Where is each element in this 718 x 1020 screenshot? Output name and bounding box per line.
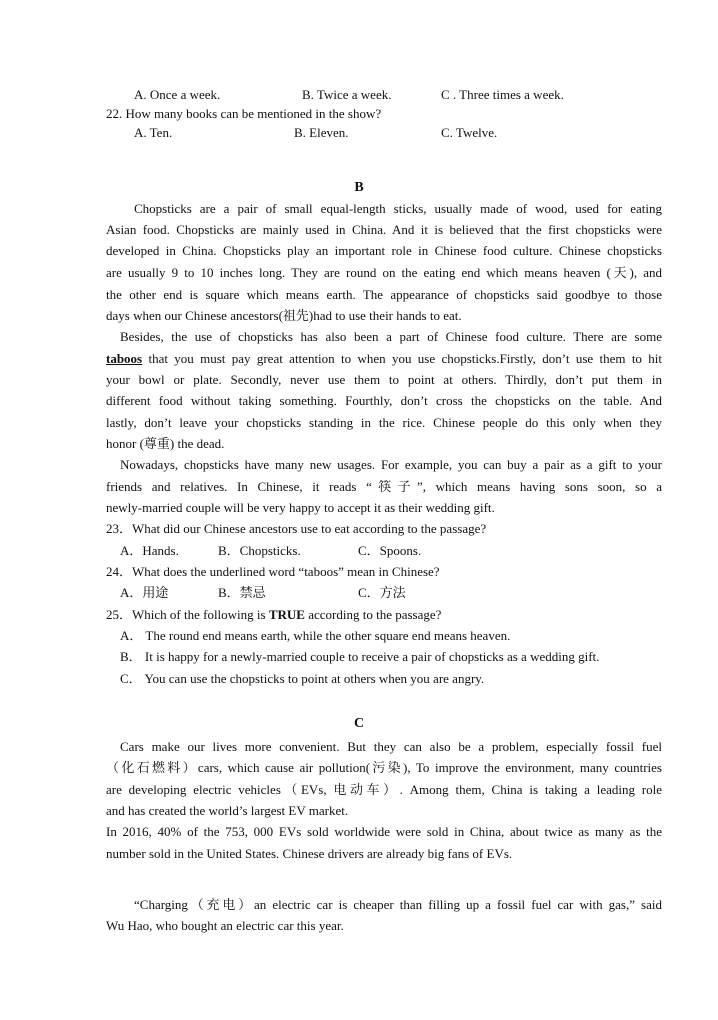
- underlined-word-taboos: taboos: [106, 351, 143, 366]
- section-b-p3-line: Nowadays, chopsticks have many new usages. For example, you can buy a pair as a gift to your: [120, 457, 662, 472]
- q21-option-a: A. Once a week.: [134, 87, 221, 102]
- section-b-p1-line: the other end is square which means earth. The appearance of chopsticks said goodbye to those: [106, 287, 662, 302]
- q25-option-a: A． The round end means earth, while the other square end means heaven.: [120, 628, 511, 643]
- section-c-p3-line: Wu Hao, who bought an electric car this year.: [106, 918, 344, 933]
- q25-question-bold: TRUE: [268, 607, 305, 622]
- section-b-p2-line: your bowl or plate. Secondly, never use them to point at others. Thirdly, don’t put them in: [106, 372, 662, 387]
- section-b-p3-line: newly-married couple will be very happy to accept it as their wedding gift.: [106, 500, 495, 515]
- section-c-p2-line: number sold in the United States. Chinese drivers are already big fans of EVs.: [106, 846, 513, 861]
- q21-option-c: C . Three times a week.: [441, 87, 564, 102]
- section-b-p2-line: different food without taking something. Fourthly, don’t cross the chopsticks on the table. And: [106, 393, 662, 408]
- q25-option-b: B． It is happy for a newly-married couple to receive a pair of chopsticks as a wedding gift.: [120, 649, 600, 664]
- q24-option-a: A．用途: [120, 585, 169, 600]
- section-b-p2-line: honor (尊重) the dead.: [106, 436, 225, 451]
- q22-question: 22. How many books can be mentioned in the show?: [106, 106, 382, 121]
- q21-option-b: B. Twice a week.: [302, 87, 392, 102]
- section-b-p1-line: are usually 9 to 10 inches long. They are round on the eating end which means heaven (天), and: [106, 265, 662, 280]
- section-b-p1-line: developed in China. Chopsticks play an important role in Chinese food culture. Chinese chopsticks: [106, 243, 662, 258]
- section-c-p2-line: In 2016, 40% of the 753, 000 EVs sold worldwide were sold in China, about twice as many as the: [106, 824, 662, 839]
- section-c-heading: C: [353, 716, 365, 731]
- section-b-p3-line: friends and relatives. In Chinese, it reads “筷子”, which means having sons soon, so a: [106, 479, 662, 494]
- section-b-p2-text: that you must pay great attention to when you use chopsticks.Firstly, don’t use them to hit: [142, 351, 662, 366]
- section-b-p2-line: [106, 351, 662, 367]
- section-b-p2-line: lastly, don’t leave your chopsticks standing in the rice. Chinese people do this only when they: [106, 415, 662, 430]
- section-c-p1-line: （化石燃料）cars, which cause air pollution(污染), To improve the environment, many countries: [106, 760, 662, 775]
- section-c-p1-line: Cars make our lives more convenient. But they can also be a problem, especially fossil fuel: [120, 739, 662, 754]
- q23-question: 23．What did our Chinese ancestors use to eat according to the passage?: [106, 521, 487, 536]
- section-b-p1-line: days when our Chinese ancestors(祖先)had to use their hands to eat.: [106, 308, 462, 323]
- q22-option-b: B. Eleven.: [294, 125, 349, 140]
- q25-question: [106, 607, 441, 623]
- q24-option-c: C．方法: [358, 585, 406, 600]
- section-c-p1-line: and has created the world’s largest EV market.: [106, 803, 349, 818]
- q25-option-c: C． You can use the chopsticks to point at others when you are angry.: [120, 671, 485, 686]
- q23-option-b: B．Chopsticks.: [218, 543, 301, 558]
- section-c-p1-line: are developing electric vehicles（EVs, 电动车）. Among them, China is taking a leading role: [106, 782, 662, 797]
- q23-option-c: C．Spoons.: [358, 543, 422, 558]
- section-b-p1-line: Chopsticks are a pair of small equal-length sticks, usually made of wood, used for eating: [134, 201, 662, 216]
- q23-option-a: A．Hands.: [120, 543, 179, 558]
- section-b-p2-line: Besides, the use of chopsticks has also been a part of Chinese food culture. There are some: [120, 329, 662, 344]
- q24-question: 24．What does the underlined word “taboos” mean in Chinese?: [106, 564, 440, 579]
- section-b-heading: B: [354, 180, 364, 195]
- q24-option-b: B．禁忌: [218, 585, 266, 600]
- q25-question-pre: 25．Which of the following is: [106, 607, 269, 622]
- section-c-p3-line: “Charging（充电）an electric car is cheaper than filling up a fossil fuel car with gas,” said: [134, 897, 662, 912]
- section-b-p1-line: Asian food. Chopsticks are mainly used in China. And it is believed that the first chopsticks were: [106, 222, 662, 237]
- q25-question-post: according to the passage?: [304, 607, 442, 622]
- q22-option-a: A. Ten.: [134, 125, 173, 140]
- q22-option-c: C. Twelve.: [441, 125, 498, 140]
